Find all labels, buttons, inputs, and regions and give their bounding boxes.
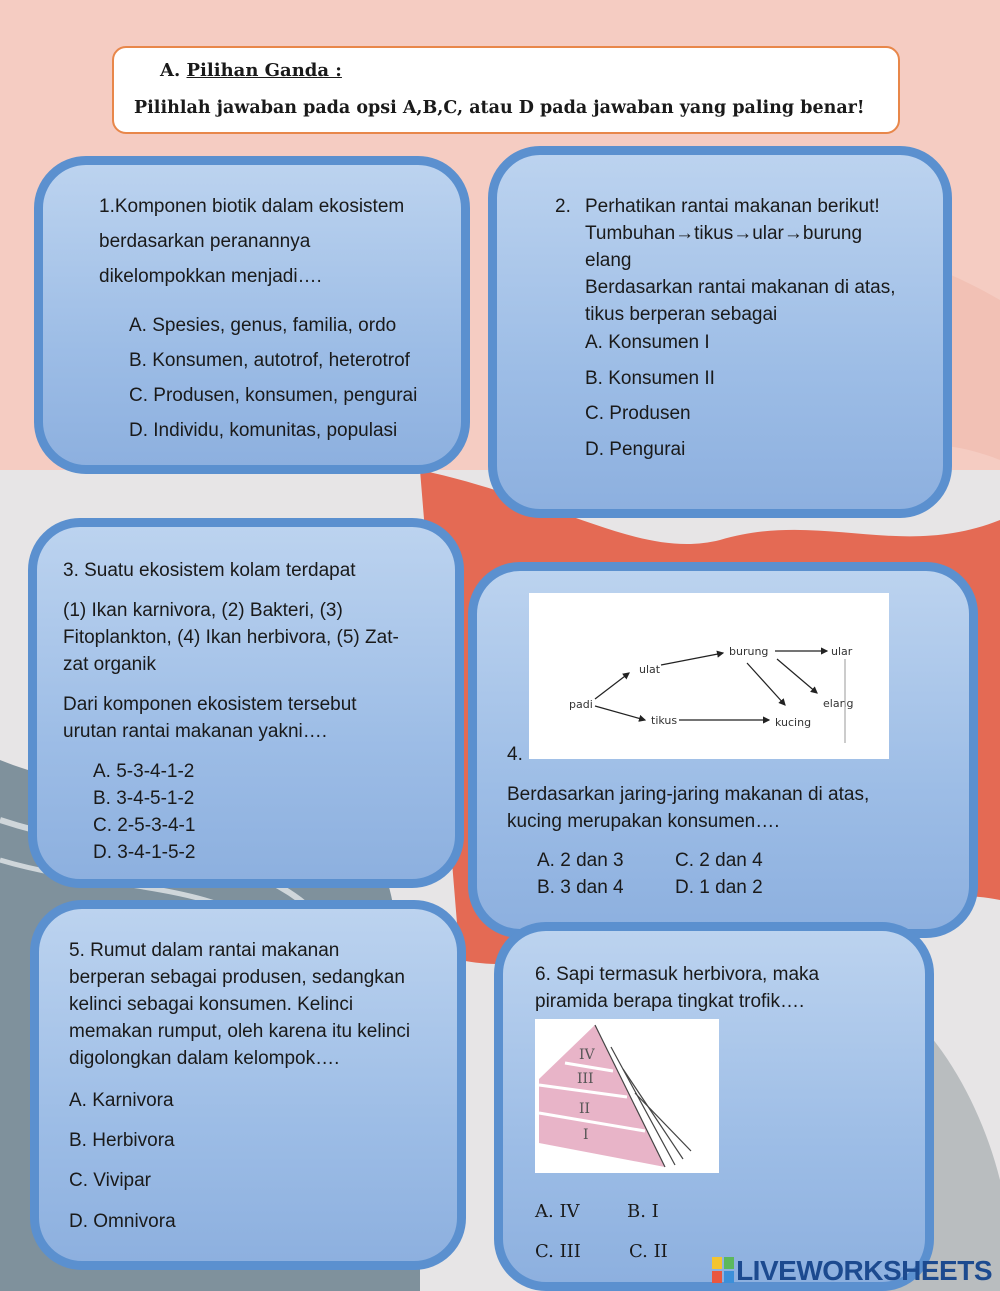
node-kucing: kucing xyxy=(775,716,812,729)
q5-line: digolongkan dalam kelompok…. xyxy=(69,1048,340,1069)
pyramid-level-iii: III xyxy=(577,1071,594,1087)
q3-line: Dari komponen ekosistem tersebut xyxy=(63,694,357,715)
q2-line: elang xyxy=(585,250,632,271)
q5-option-d[interactable]: D. Omnivora xyxy=(69,1211,176,1232)
question-1-card xyxy=(34,156,470,474)
node-tikus: tikus xyxy=(651,714,678,727)
node-elang: elang xyxy=(823,697,854,710)
q5-line: berperan sebagai produsen, sedangkan xyxy=(69,967,405,988)
node-ulat: ulat xyxy=(639,663,661,676)
q5-option-a[interactable]: A. Karnivora xyxy=(69,1090,174,1111)
q3-option-b[interactable]: B. 3-4-5-1-2 xyxy=(93,788,195,809)
section-letter: A. xyxy=(160,60,181,81)
q3-option-d[interactable]: D. 3-4-1-5-2 xyxy=(93,842,196,863)
q5-line: kelinci sebagai konsumen. Kelinci xyxy=(69,994,354,1015)
node-padi: padi xyxy=(569,698,593,711)
logo-text: LIVEWORKSHEETS xyxy=(736,1255,992,1286)
pyramid-level-ii: II xyxy=(579,1101,591,1117)
q1-line: dikelompokkan menjadi…. xyxy=(99,266,322,287)
q6-line: piramida berapa tingkat trofik…. xyxy=(535,991,805,1012)
q4-option-b[interactable]: B. 3 dan 4 xyxy=(537,877,624,898)
q3-line: urutan rantai makanan yakni…. xyxy=(63,721,328,742)
q4-option-c[interactable]: C. 2 dan 4 xyxy=(675,850,763,871)
q4-option-a[interactable]: A. 2 dan 3 xyxy=(537,850,624,871)
q3-option-c[interactable]: C. 2-5-3-4-1 xyxy=(93,815,196,836)
q3-line: 3. Suatu ekosistem kolam terdapat xyxy=(63,560,356,581)
question-4-card xyxy=(468,562,978,938)
q2-number: 2. xyxy=(555,196,571,217)
q1-option-b[interactable]: B. Konsumen, autotrof, heterotrof xyxy=(129,350,410,371)
question-3-card xyxy=(28,518,464,888)
question-6-card xyxy=(494,922,934,1291)
trophic-pyramid-svg xyxy=(535,1019,719,1173)
q2-option-b[interactable]: B. Konsumen II xyxy=(585,368,715,389)
q3-option-a[interactable]: A. 5-3-4-1-2 xyxy=(93,761,195,782)
q2-option-a[interactable]: A. Konsumen I xyxy=(585,332,710,353)
instruction-text: Pilihlah jawaban pada opsi A,B,C, atau D pada jawaban yang paling benar! xyxy=(134,98,865,118)
trophic-pyramid-image xyxy=(535,1019,719,1173)
food-web-diagram xyxy=(529,593,889,759)
q5-option-b[interactable]: B. Herbivora xyxy=(69,1130,175,1151)
q1-line: berdasarkan peranannya xyxy=(99,231,311,252)
q6-option-a[interactable]: A. IV xyxy=(535,1201,580,1222)
q4-option-d[interactable]: D. 1 dan 2 xyxy=(675,877,763,898)
q1-option-a[interactable]: A. Spesies, genus, familia, ordo xyxy=(129,315,397,336)
q3-line: zat organik xyxy=(63,654,156,675)
instruction-box xyxy=(112,46,900,134)
question-2-card xyxy=(488,146,952,518)
food-web-svg xyxy=(529,593,889,759)
section-heading xyxy=(160,60,342,81)
liveworksheets-logo[interactable] xyxy=(712,1255,992,1287)
q3-line: (1) Ikan karnivora, (2) Bakteri, (3) xyxy=(63,600,343,621)
q1-option-c[interactable]: C. Produsen, konsumen, pengurai xyxy=(129,385,418,406)
q5-line: 5. Rumut dalam rantai makanan xyxy=(69,940,340,961)
q2-line: Tumbuhan→tikus→ular→burung xyxy=(585,223,863,244)
q2-line: tikus berperan sebagai xyxy=(585,304,778,325)
q2-line: Perhatikan rantai makanan berikut! xyxy=(585,196,880,217)
q6-option-d[interactable]: C. II xyxy=(629,1241,668,1262)
q2-option-d[interactable]: D. Pengurai xyxy=(585,439,686,460)
q5-option-c[interactable]: C. Vivipar xyxy=(69,1170,152,1191)
q5-line: memakan rumput, oleh karena itu kelinci xyxy=(69,1021,411,1042)
q1-option-d[interactable]: D. Individu, komunitas, populasi xyxy=(129,420,398,441)
q2-line: Berdasarkan rantai makanan di atas, xyxy=(585,277,896,298)
q3-line: Fitoplankton, (4) Ikan herbivora, (5) Zat- xyxy=(63,627,399,648)
logo-icon xyxy=(712,1257,734,1283)
q1-line: 1.Komponen biotik dalam ekosistem xyxy=(99,196,405,217)
node-burung: burung xyxy=(729,645,769,658)
q6-option-c[interactable]: C. III xyxy=(535,1241,581,1262)
q4-number: 4. xyxy=(507,744,523,765)
q2-option-c[interactable]: C. Produsen xyxy=(585,403,691,424)
q4-line: Berdasarkan jaring-jaring makanan di atas, xyxy=(507,784,870,805)
pyramid-level-iv: IV xyxy=(579,1047,595,1063)
q6-option-b[interactable]: B. I xyxy=(627,1201,659,1222)
pyramid-level-i: I xyxy=(583,1127,589,1143)
question-5-card xyxy=(30,900,466,1270)
node-ular: ular xyxy=(831,645,853,658)
q4-line: kucing merupakan konsumen…. xyxy=(507,811,780,832)
q6-line: 6. Sapi termasuk herbivora, maka xyxy=(535,964,820,985)
section-title: Pilihan Ganda : xyxy=(186,60,342,81)
